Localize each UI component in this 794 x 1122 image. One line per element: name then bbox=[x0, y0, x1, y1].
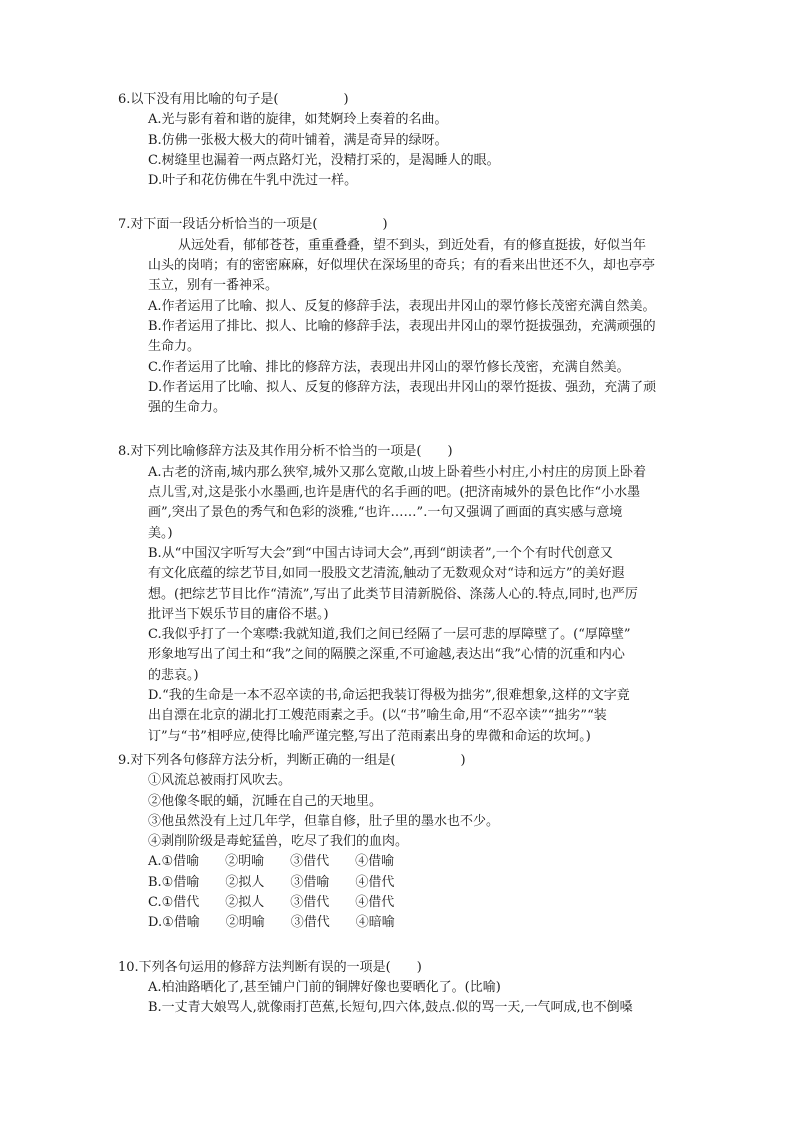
passage-line: 山头的岗哨；有的密密麻麻，好似埋伏在深场里的奇兵；有的看来出世还不久，却也亭亭 bbox=[148, 258, 656, 274]
question-stem: 8.对下列比喻修辞方法及其作用分析不恰当的一项是( ) bbox=[118, 444, 453, 460]
option-d: D.作者运用了比喻、拟人、反复的修辞方法，表现出井冈山的翠竹挺拔、强劲，充满了顽 bbox=[148, 379, 657, 395]
question-stem: 6.以下没有用比喻的句子是( ) bbox=[118, 92, 349, 107]
question-8 bbox=[118, 442, 698, 746]
question-stem: 7.对下面一段话分析恰当的一项是( ) bbox=[118, 217, 388, 233]
option-a-cont: 美。) bbox=[148, 525, 173, 541]
option-c: C.我似乎打了一个寒噤:我就知道,我们之间已经隔了一层可悲的厚障壁了。(“厚障壁” bbox=[148, 627, 631, 643]
question-6 bbox=[118, 90, 698, 191]
option-b-cont: 想。(把综艺节目比作“清流”,写出了此类节目清新脱俗、涤荡人心的.特点,同时,也严厉 bbox=[148, 586, 638, 602]
option-c-cont: 的悲哀。) bbox=[148, 667, 199, 683]
question-10 bbox=[118, 958, 698, 1019]
option-d-cont: 出自漂在北京的湖北打工嫂范雨素之手。(以“书”喻生命,用“不忍卒读”“拙劣”“装 bbox=[148, 708, 607, 724]
option-d-cont: 强的生命力。 bbox=[148, 400, 227, 416]
passage-line: 玉立，别有一番神采。 bbox=[148, 278, 279, 294]
option-d-cont: 订”与“书”相呼应,使得比喻严谨完整,写出了范雨素出身的卑微和命运的坎坷。) bbox=[148, 728, 591, 744]
option-c: C.①借代 ②拟人 ③借代 ④借代 bbox=[148, 894, 395, 910]
option-d: D.“我的生命是一本不忍卒读的书,命运把我装订得极为拙劣”,很难想象,这样的文字竟 bbox=[148, 688, 630, 704]
option-b-cont: 有文化底蕴的综艺节目,如同一股股文艺清流,触动了无数观众对“诗和远方”的美好遐 bbox=[148, 566, 625, 582]
option-a: A.古老的济南,城内那么狭窄,城外又那么宽敞,山坡上卧着些小村庄,小村庄的房顶上卧着 bbox=[148, 464, 647, 480]
option-d: D.①借喻 ②明喻 ③借代 ④暗喻 bbox=[148, 915, 395, 931]
sentence-1: ①风流总被雨打风吹去。 bbox=[148, 773, 292, 789]
question-stem: 9.对下列各句修辞方法分析，判断正确的一组是( ) bbox=[118, 752, 466, 768]
option-a: A.光与影有着和谐的旋律，如梵婀玲上奏着的名曲。 bbox=[148, 112, 448, 128]
option-d: D.叶子和花仿佛在牛乳中洗过一样。 bbox=[148, 173, 358, 189]
question-9 bbox=[118, 751, 698, 934]
option-c-cont: 形象地写出了闰土和“我”之间的隔膜之深重,不可逾越,表达出“我”心情的沉重和内心 bbox=[148, 647, 625, 663]
sentence-3: ③他虽然没有上过几年学，但靠自修，肚子里的墨水也不少。 bbox=[148, 813, 500, 829]
option-a-cont: 点儿雪,对,这是张小水墨画,也许是唐代的名手画的吧。(把济南城外的景色比作“小水墨 bbox=[148, 485, 641, 501]
question-7 bbox=[118, 215, 698, 418]
option-b-cont: 批评当下娱乐节目的庸俗不堪。) bbox=[148, 606, 329, 622]
option-a: A.柏油路晒化了,甚至铺户门前的铜牌好像也要晒化了。(比喻) bbox=[148, 979, 501, 995]
option-b: B.①借喻 ②拟人 ③借喻 ④借代 bbox=[148, 874, 395, 890]
passage-line: 从远处看，郁郁苍苍，重重叠叠，望不到头，到近处看，有的修直挺拔，好似当年 bbox=[178, 237, 647, 253]
question-stem: 10.下列各句运用的修辞方法判断有误的一项是( ) bbox=[118, 959, 422, 975]
option-a: A.①借喻 ②明喻 ③借代 ④借喻 bbox=[148, 854, 395, 870]
exam-page bbox=[118, 90, 698, 1042]
option-a-cont: 画”,突出了景色的秀气和色彩的淡雅,“也许……”.一句又强调了画面的真实感与意境 bbox=[148, 505, 623, 521]
option-b: B.作者运用了排比、拟人、比喻的修辞手法，表现出井冈山的翠竹挺拔强劲，充满顽强的 bbox=[148, 318, 656, 334]
sentence-2: ②他像冬眠的蛹，沉睡在自己的天地里。 bbox=[148, 793, 383, 809]
option-b: B.仿佛一张极大极大的荷叶铺着，满是奇异的绿呀。 bbox=[148, 132, 448, 148]
option-a: A.作者运用了比喻、拟人、反复的修辞手法，表现出井冈山的翠竹修长茂密充满自然美。 bbox=[148, 298, 656, 314]
option-c: C.树缝里也漏着一两点路灯光，没精打采的，是渴睡人的眼。 bbox=[148, 152, 500, 168]
option-b: B.一丈青大娘骂人,就像雨打芭蕉,长短句,四六体,鼓点.似的骂一天,一气呵成,也不倒嗓 bbox=[148, 1000, 633, 1016]
option-c: C.作者运用了比喻、排比的修辞方法，表现出井冈山的翠竹修长茂密，充满自然美。 bbox=[148, 359, 630, 375]
option-b-cont: 生命力。 bbox=[148, 339, 201, 355]
option-b: B.从“中国汉字听写大会”到“中国古诗词大会”,再到“朗读者”,一个个有时代创意又 bbox=[148, 545, 613, 561]
sentence-4: ④剥削阶级是毒蛇猛兽，吃尽了我们的血肉。 bbox=[148, 834, 409, 850]
